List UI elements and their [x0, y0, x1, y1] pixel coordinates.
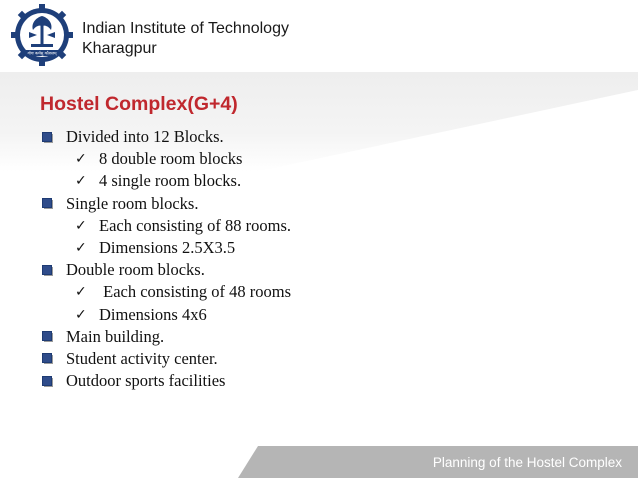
bullet-text: Double room blocks. — [66, 260, 205, 280]
bullet-list — [42, 126, 542, 392]
sub-bullet-item — [42, 237, 542, 259]
institute-name-line1: Indian Institute of Technology — [82, 20, 289, 37]
bullet-text: Each consisting of 88 rooms. — [99, 215, 292, 235]
bullet-text: 4 single room blocks. — [99, 171, 242, 191]
footer-title: Planning of the Hostel Complex — [432, 455, 622, 470]
bullet-item — [42, 126, 542, 148]
checkmark-icon: ✓ — [75, 217, 87, 234]
bullet-text: Divided into 12 Blocks. — [66, 127, 224, 147]
logo-caption: योगः कर्मसु कौशलम् — [27, 50, 57, 56]
sub-bullet-item — [42, 304, 542, 326]
bullet-text: Each consisting of 48 rooms — [99, 282, 292, 302]
square-bullet-icon — [42, 376, 53, 387]
square-bullet-icon — [42, 132, 53, 143]
square-bullet-icon — [42, 265, 53, 276]
sub-bullet-item — [42, 281, 542, 303]
bullet-text: Student activity center. — [66, 348, 218, 368]
bullet-text: Single room blocks. — [66, 193, 199, 213]
bullet-item — [42, 326, 542, 348]
bullet-text: 8 double room blocks — [99, 149, 243, 169]
bullet-text: Outdoor sports facilities — [66, 371, 226, 391]
bullet-item — [42, 348, 542, 370]
checkmark-icon: ✓ — [75, 240, 87, 257]
bullet-text: Dimensions 2.5X3.5 — [99, 238, 236, 258]
bullet-text: Main building. — [66, 326, 165, 346]
institute-name-line2: Kharagpur — [82, 40, 157, 57]
square-bullet-icon — [42, 353, 53, 364]
bullet-text: Dimensions 4x6 — [99, 304, 207, 324]
checkmark-icon: ✓ — [75, 151, 87, 168]
square-bullet-icon — [42, 198, 53, 209]
checkmark-icon: ✓ — [75, 306, 87, 323]
iit-kharagpur-logo — [11, 4, 73, 66]
bullet-item — [42, 193, 542, 215]
sub-bullet-item — [42, 170, 542, 192]
bullet-item — [42, 259, 542, 281]
slide-title: Hostel Complex(G+4) — [40, 93, 238, 115]
bullet-item — [42, 370, 542, 392]
checkmark-icon: ✓ — [75, 173, 87, 190]
sub-bullet-item — [42, 215, 542, 237]
sub-bullet-item — [42, 148, 542, 170]
institute-name — [82, 19, 289, 59]
checkmark-icon: ✓ — [75, 284, 87, 301]
square-bullet-icon — [42, 331, 53, 342]
